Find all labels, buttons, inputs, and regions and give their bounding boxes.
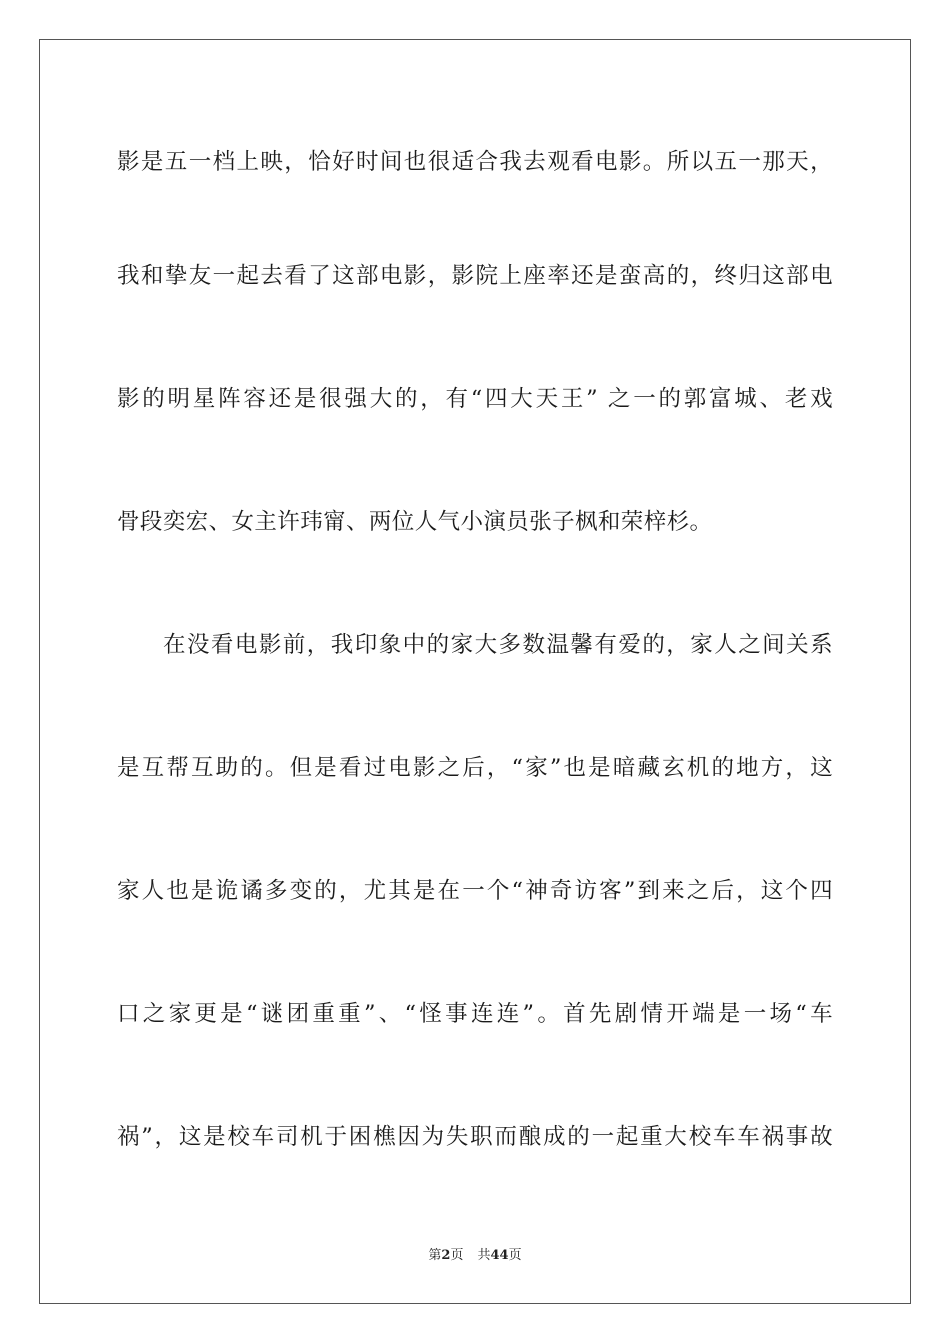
total-pages-prefix: 共: [477, 1248, 491, 1263]
page-border: [39, 39, 911, 1304]
body-text-line: 是互帮互助的。但是看过电影之后，“家”也是暗藏玄机的地方，这: [117, 755, 833, 781]
body-text-line: 我和挚友一起去看了这部电影，影院上座率还是蛮高的，终归这部电: [117, 263, 833, 289]
body-text-line: 口之家更是“谜团重重”、“怪事连连”。首先剧情开端是一场“车: [117, 1001, 833, 1027]
page-number-suffix: 页: [450, 1248, 464, 1263]
page-number: 2: [441, 1248, 451, 1263]
body-text-line: 祸”，这是校车司机于困樵因为失职而酿成的一起重大校车车祸事故: [117, 1124, 833, 1150]
body-text-line: 影的明星阵容还是很强大的，有“四大天王” 之一的郭富城、老戏: [117, 386, 833, 412]
paragraph-first-line: 在没看电影前，我印象中的家大多数温馨有爱的，家人之间关系: [163, 632, 833, 658]
body-text-line: 骨段奕宏、女主许玮甯、两位人气小演员张子枫和荣梓杉。: [117, 509, 713, 535]
body-text-line: 影是五一档上映，恰好时间也很适合我去观看电影。所以五一那天，: [117, 149, 833, 175]
total-pages-suffix: 页: [508, 1248, 522, 1263]
body-text-line: 家人也是诡谲多变的，尤其是在一个“神奇访客”到来之后，这个四: [117, 878, 833, 904]
page-number-prefix: 第: [428, 1248, 442, 1263]
total-pages: 44: [490, 1248, 509, 1263]
page-footer: [0, 1247, 950, 1265]
